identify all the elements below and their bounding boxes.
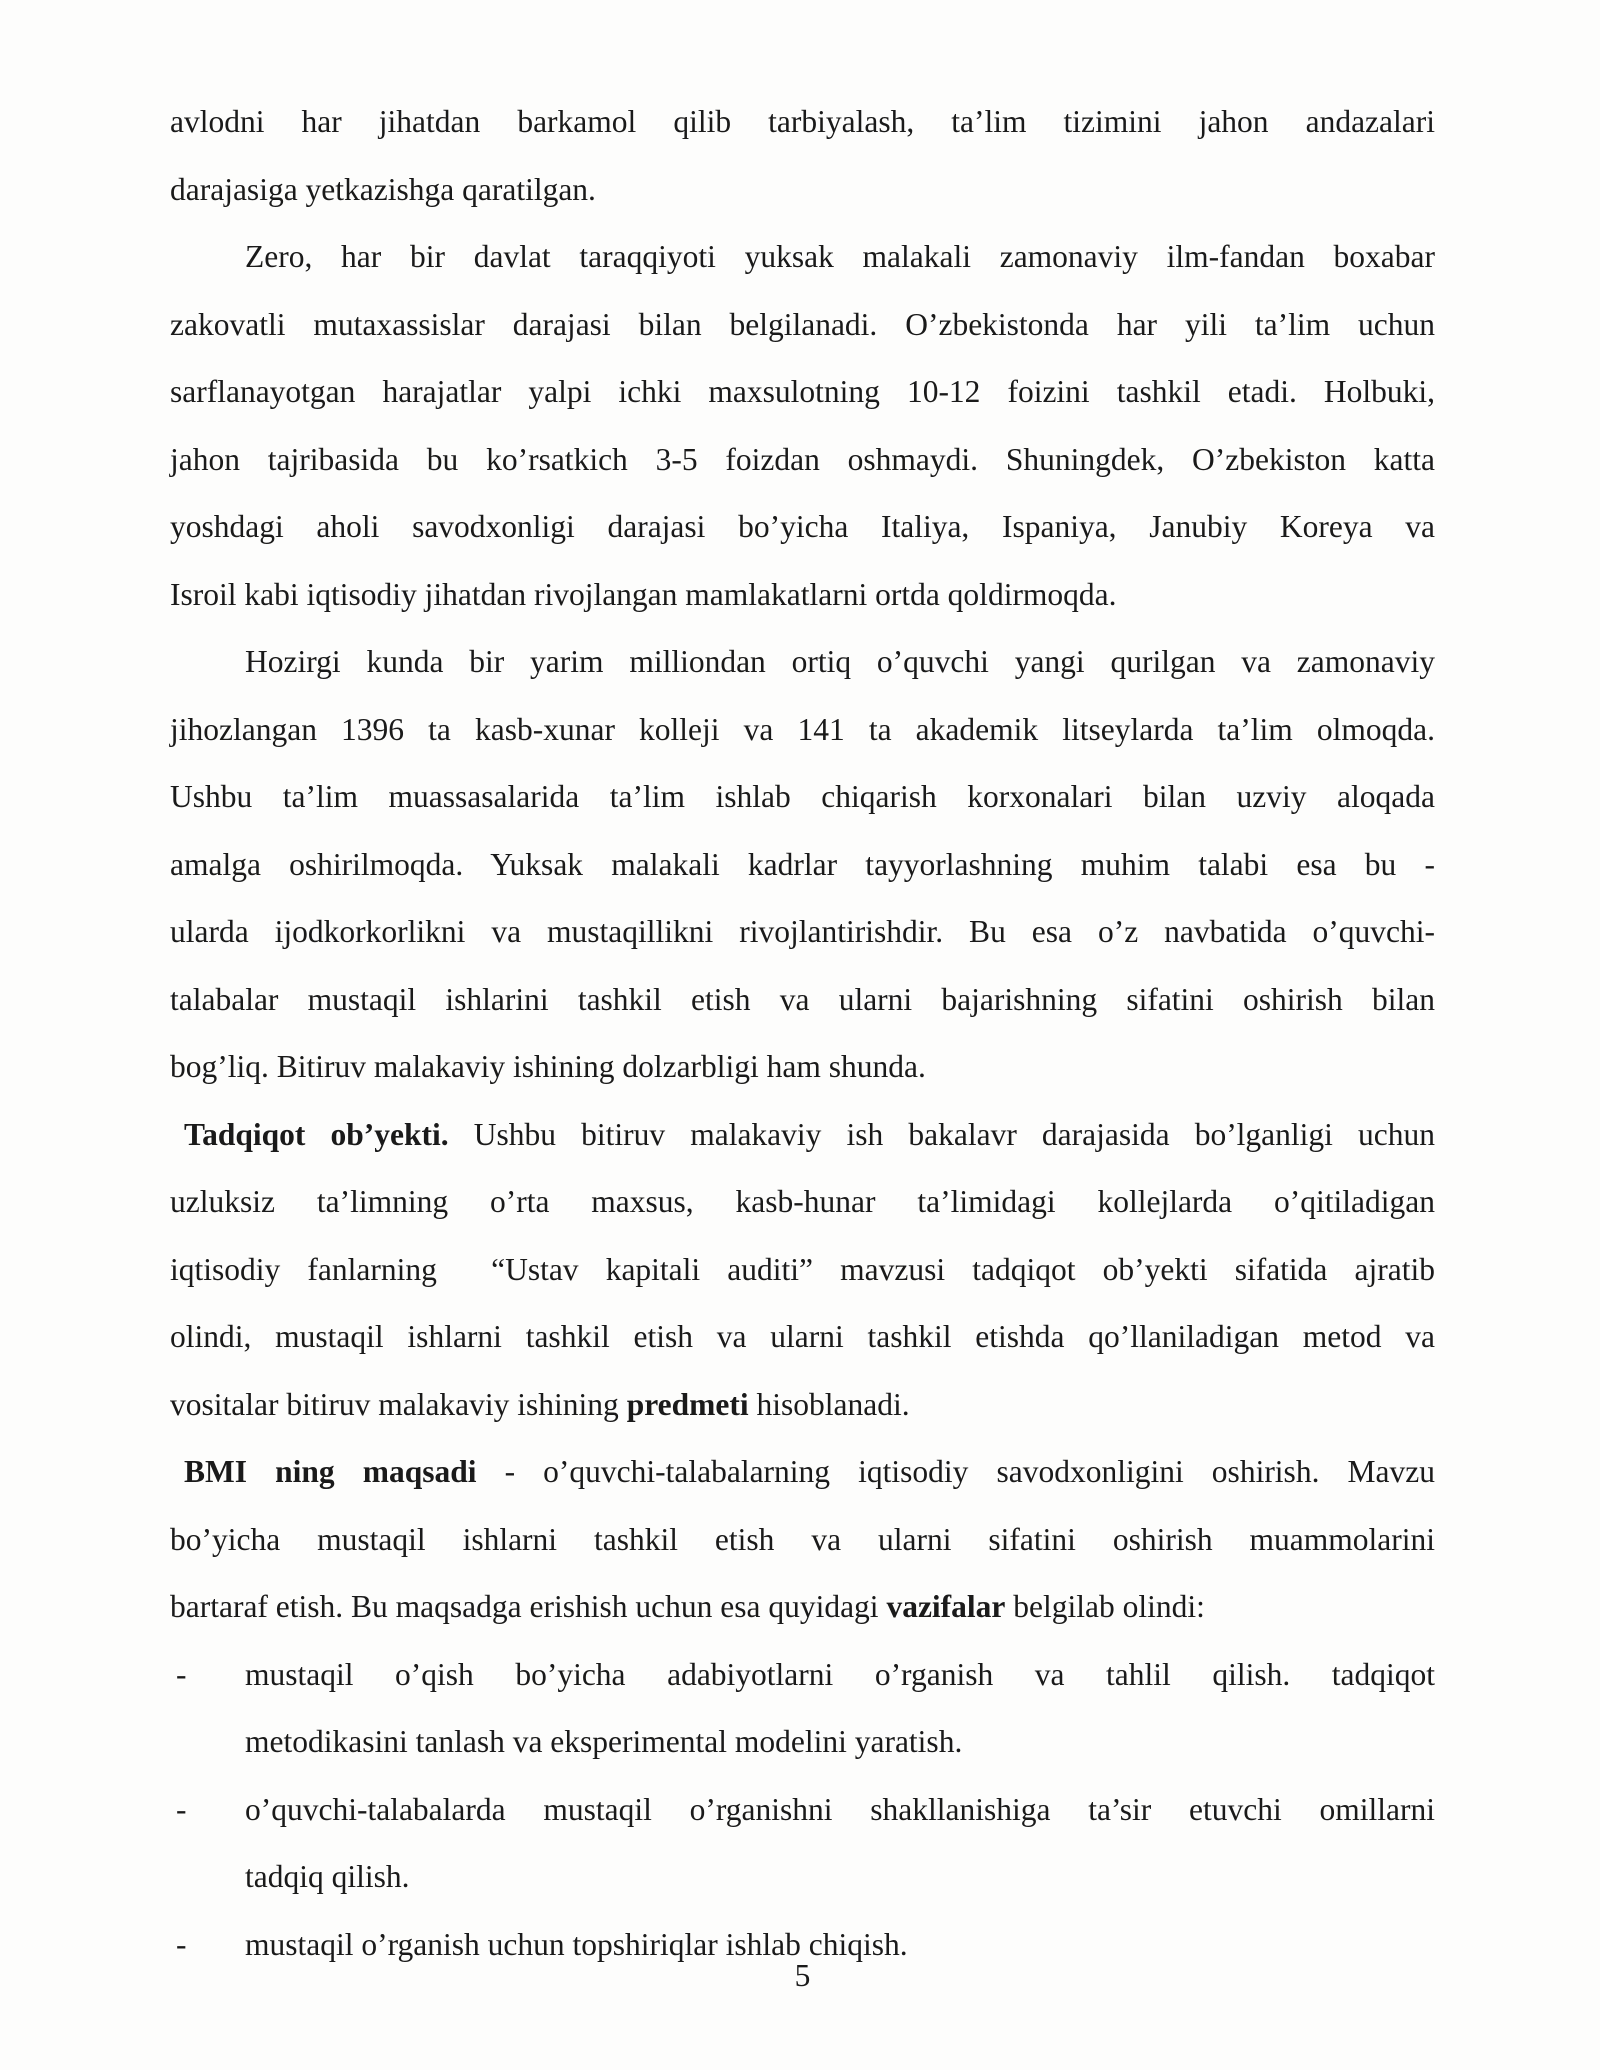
text-segment: sarflanayotgan harajatlar yalpi ichki maxsulotning 10-12 foizini tashkil etadi. Holbuki, [170,374,1435,409]
text-segment: uzluksiz ta’limning o’rta maxsus, kasb-hunar ta’limidagi kollejlarda o’qitiladigan [170,1184,1435,1219]
text-line [170,156,1435,224]
list-dash: - [176,1926,187,1962]
text-segment: jihozlangan 1396 ta kasb-xunar kolleji va 141 ta akademik litseylarda ta’lim olmoqda. [170,711,1435,747]
text-line [170,1033,1435,1101]
text-segment: olindi, mustaqil ishlarni tashkil etish va ularni tashkil etishda qo’llaniladigan metod va [170,1319,1435,1354]
text-segment: Hozirgi kunda bir yarim milliondan ortiq o’quvchi yangi qurilgan va zamonaviy [245,644,1435,679]
list-item-line [170,1641,1435,1709]
list-dash: - [176,1791,187,1827]
bold-text-segment: Tadqiqot ob’yekti. [184,1116,449,1152]
text-segment: vositalar bitiruv malakaviy ishining [170,1386,627,1422]
text-segment: o’quvchi-talabalarda mustaqil o’rganishni shakllanishiga ta’sir etuvchi omillarni [245,1791,1435,1827]
text-line [170,291,1435,359]
text-line [170,223,1435,291]
text-segment: mustaqil o’rganish uchun topshiriqlar ishlab chiqish. [245,1926,908,1962]
text-line [170,1101,1435,1169]
text-segment: avlodni har jihatdan barkamol qilib tarbiyalash, ta’lim tizimini jahon andazalari [170,104,1435,139]
text-segment: Isroil kabi iqtisodiy jihatdan rivojlangan mamlakatlarni ortda qoldirmoqda. [170,576,1117,612]
text-segment: - o’quvchi-talabalarning iqtisodiy savodxonligini oshirish. Mavzu [476,1454,1435,1489]
text-line [170,763,1435,831]
text-line [170,628,1435,696]
text-line [170,1506,1435,1574]
bold-text-segment: vazifalar [886,1589,1006,1624]
text-segment: mustaqil o’qish bo’yicha adabiyotlarni o’rganish va tahlil qilish. tadqiqot [245,1656,1435,1692]
text-segment: yoshdagi aholi savodxonligi darajasi bo’yicha Italiya, Ispaniya, Janubiy Koreya va [170,509,1435,544]
text-line [170,1843,1435,1911]
text-line [170,1438,1435,1506]
text-line [170,426,1435,494]
text-line [170,493,1435,561]
text-line [170,1303,1435,1371]
page-text-block [170,88,1435,1978]
text-segment: talabalar mustaqil ishlarini tashkil etish va ularni bajarishning sifatini oshirish bilan [170,981,1435,1017]
list-item-line [170,1776,1435,1844]
text-segment: bog’liq. Bitiruv malakaviy ishining dolzarbligi ham shunda. [170,1049,926,1084]
text-line [170,1371,1435,1439]
list-dash: - [176,1656,187,1692]
text-line [170,1168,1435,1236]
text-line [170,831,1435,899]
text-segment: hisoblanadi. [748,1386,910,1422]
text-line [170,696,1435,764]
text-line [170,966,1435,1034]
text-line [170,358,1435,426]
text-line [170,898,1435,966]
bold-text-segment: predmeti [626,1386,749,1422]
text-segment: zakovatli mutaxassislar darajasi bilan belgilanadi. O’zbekistonda har yili ta’lim uchun [170,306,1435,342]
text-segment: Ushbu bitiruv malakaviy ish bakalavr darajasida bo’lganligi uchun [448,1116,1436,1152]
text-segment: ularda ijodkorkorlikni va mustaqillikni rivojlantirishdir. Bu esa o’z navbatida o’quvchi- [170,914,1435,949]
text-line [170,88,1435,156]
text-segment: belgilab olindi: [1005,1589,1205,1624]
text-segment: Ushbu ta’lim muassasalarida ta’lim ishlab chiqarish korxonalari bilan uzviy aloqada [170,779,1435,814]
text-line [170,1573,1435,1641]
text-segment: tadqiq qilish. [245,1859,410,1894]
text-segment: amalga oshirilmoqda. Yuksak malakali kadrlar tayyorlashning muhim talabi esa bu - [170,846,1435,882]
text-segment: metodikasini tanlash va eksperimental modelini yaratish. [245,1724,963,1759]
text-segment: bartaraf etish. Bu maqsadga erishish uchun esa quyidagi [170,1589,887,1624]
text-segment: bo’yicha mustaqil ishlarni tashkil etish va ularni sifatini oshirish muammolarini [170,1521,1435,1557]
text-line [170,1708,1435,1776]
text-line [170,561,1435,629]
text-segment: jahon tajribasida bu ko’rsatkich 3-5 foizdan oshmaydi. Shuningdek, O’zbekiston katta [170,441,1435,477]
text-line [170,1236,1435,1304]
text-segment: iqtisodiy fanlarning “Ustav kapitali auditi” mavzusi tadqiqot ob’yekti sifatida ajratib [170,1251,1435,1287]
page-number: 5 [794,1958,811,1993]
text-segment: darajasiga yetkazishga qaratilgan. [170,171,596,207]
bold-text-segment: BMI ning maqsadi [184,1454,477,1489]
text-segment: Zero, har bir davlat taraqqiyoti yuksak malakali zamonaviy ilm-fandan boxabar [245,239,1435,274]
